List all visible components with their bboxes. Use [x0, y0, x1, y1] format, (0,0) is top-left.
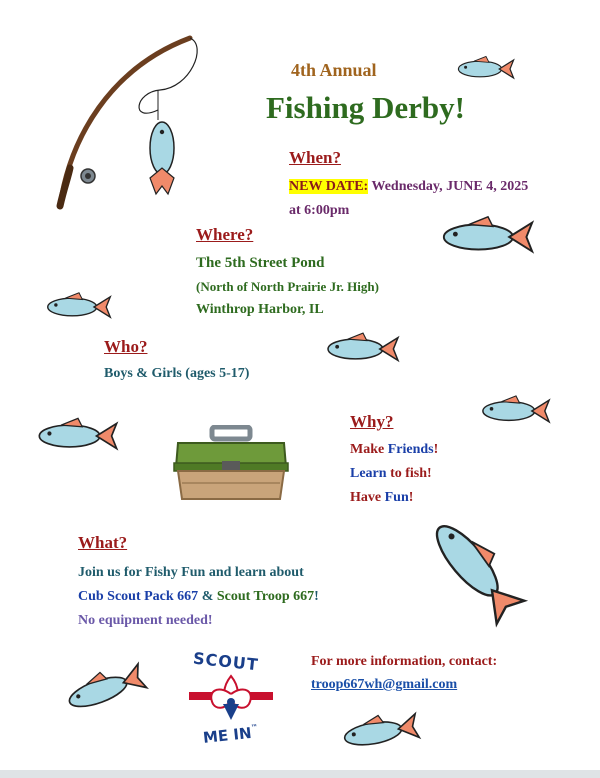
page-title: Fishing Derby!: [266, 90, 465, 125]
where-heading: Where?: [196, 225, 254, 244]
why-heading: Why?: [350, 412, 394, 431]
fish-icon: [410, 501, 540, 639]
when-details: [289, 175, 528, 223]
event-time: at 6:00pm: [289, 203, 350, 218]
fleur-de-lis-icon: [187, 674, 275, 722]
new-date-label: NEW DATE:: [289, 179, 369, 194]
contact-email-link[interactable]: troop667wh@gmail.com: [311, 677, 458, 692]
why-list: Make Friends! Learn to fish! Have Fun!: [350, 442, 439, 505]
venue-name: The 5th Street Pond: [196, 255, 325, 271]
where-details: [196, 252, 379, 321]
who-heading: Who?: [104, 337, 148, 356]
page-bottom-edge: [0, 770, 600, 778]
fish-icon: [455, 54, 517, 84]
when-heading: When?: [289, 148, 341, 167]
what-details: Join us for Fishy Fun and learn about Cub Scout Pack 667 & Scout Troop 667! No equipment needed!: [78, 565, 319, 628]
logo-top-text: SCOUT: [192, 648, 260, 675]
fish-icon: [335, 705, 427, 759]
logo-bottom-text: ME IN™: [202, 723, 259, 747]
scout-me-in-logo: [185, 648, 277, 750]
fishing-rod-icon: [40, 28, 210, 213]
annual-label: 4th Annual: [291, 60, 377, 80]
venue-city: Winthrop Harbor, IL: [196, 302, 324, 317]
event-date: Wednesday, JUNE 4, 2025: [371, 179, 529, 194]
fish-icon: [56, 654, 157, 725]
tackle-box-icon: [172, 425, 290, 501]
fish-icon: [322, 330, 404, 368]
fish-icon: [40, 290, 118, 324]
who-text: Boys & Girls (ages 5-17): [104, 366, 250, 381]
what-heading: What?: [78, 533, 128, 552]
fish-icon: [32, 415, 124, 457]
fish-icon: [476, 393, 556, 429]
venue-detail: (North of North Prairie Jr. High): [196, 279, 379, 294]
contact-label: For more information, contact:: [311, 654, 498, 669]
